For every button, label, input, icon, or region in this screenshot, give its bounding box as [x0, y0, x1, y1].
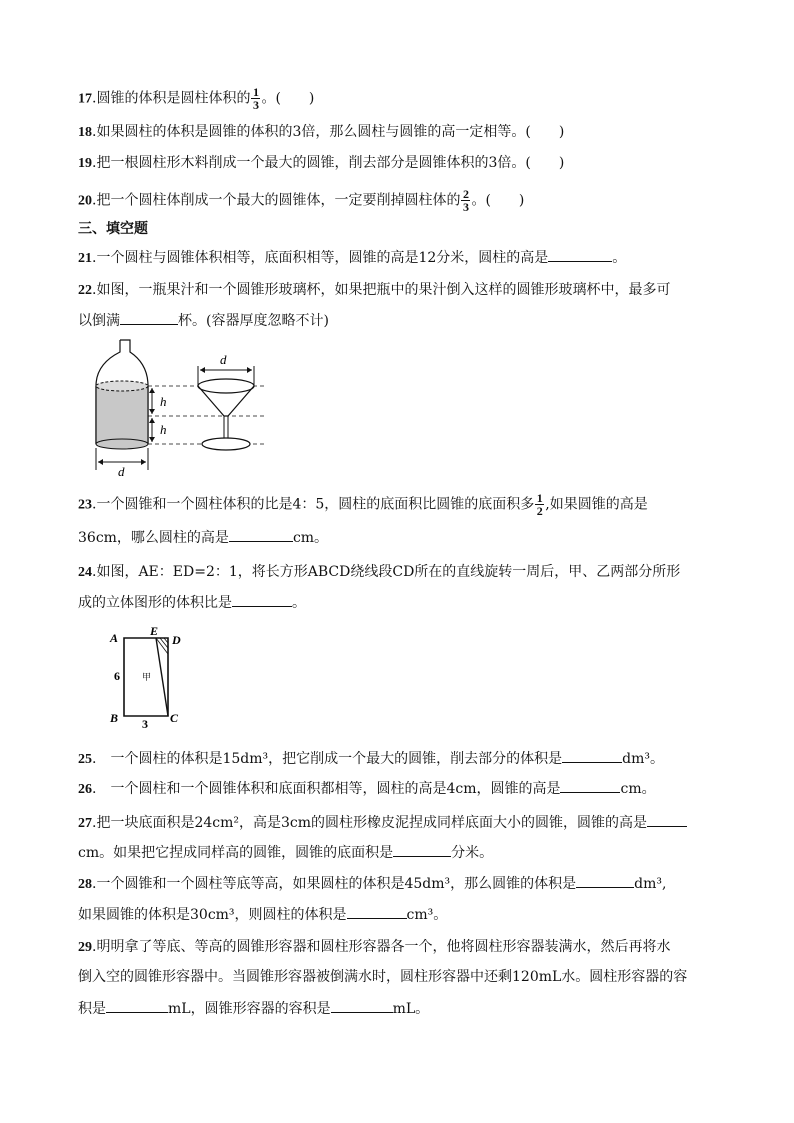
question-text: .圆锥的体积是圆柱体积的 [92, 90, 251, 107]
cone-base [202, 438, 250, 450]
answer-blank[interactable] [229, 527, 293, 542]
bottom-length: 3 [142, 717, 148, 730]
section-heading: 三、填空题 [78, 221, 148, 237]
label-h-bottom: h [160, 422, 167, 437]
cone-rim [198, 379, 254, 393]
question-number: 20 [78, 193, 92, 209]
question-23-line2: 36cm，哪么圆柱的高是 cm。 [78, 527, 328, 548]
answer-blank[interactable] [560, 778, 620, 793]
question-text: .把一根圆柱形木料削成一个最大的圆锥，削去部分是圆锥体积的3倍。( ) [92, 155, 565, 171]
region-jia: 甲 [142, 673, 152, 683]
answer-blank[interactable] [347, 904, 407, 919]
answer-blank[interactable] [548, 247, 612, 262]
question-29-line3: 积是 mL，圆锥形容器的容积是 mL。 [78, 998, 429, 1019]
label-d-top: d [220, 352, 227, 367]
question-19 [78, 153, 564, 174]
bottle-base [96, 439, 148, 449]
answer-blank[interactable] [393, 842, 451, 857]
question-21: 21.一个圆柱与圆锥体积相等，底面积相等，圆锥的高是12分米，圆柱的高是 。 [78, 247, 626, 269]
vertex-a: A [110, 631, 119, 645]
question-number: 17 [78, 91, 92, 107]
question-22: 22.如图，一瓶果汁和一个圆锥形玻璃杯，如果把瓶中的果汁倒入这样的圆锥形玻璃杯中，最多可 [78, 282, 671, 298]
question-26: 26. 一个圆柱和一个圆锥体积和底面积都相等，圆柱的高是4cm，圆锥的高是 cm。 [78, 778, 656, 800]
vertex-d: D [172, 633, 181, 647]
answer-blank[interactable] [562, 748, 622, 763]
bottle-cone-figure [86, 336, 286, 478]
question-number: 24 [78, 565, 92, 580]
question-number: 19 [78, 156, 92, 171]
answer-blank[interactable] [576, 873, 634, 888]
question-22-line2: 以倒满 杯。(容器厚度忽略不计) [78, 310, 329, 331]
question-20: 20.把一个圆柱体削成一个最大的圆锥体，一定要削掉圆柱体的 $\frac{2}{3}$ 。( ) [78, 187, 525, 214]
question-number: 18 [78, 125, 92, 140]
vertex-c: C [170, 711, 179, 725]
question-29: 29.明明拿了等底、等高的圆锥形容器和圆柱形容器各一个，他将圆柱形容器装满水，然后再将水 [78, 939, 671, 955]
side-length: 6 [114, 669, 120, 683]
question-number: 21 [78, 251, 92, 266]
question-24: 24.如图，AE：ED=2：1，将长方形ABCD绕线段CD所在的直线旋转一周后，甲、乙两部分所形 [78, 564, 681, 580]
question-27-line2: cm。如果把它捏成同样高的圆锥，圆锥的底面积是 分米。 [78, 842, 493, 863]
fraction: $\frac{1}{3}$ [252, 85, 259, 112]
question-number: 28 [78, 877, 92, 892]
juice-top [96, 381, 148, 391]
segment-ec [156, 638, 168, 716]
question-number: 25 [78, 752, 92, 767]
question-23: 23.一个圆锥和一个圆柱体积的比是4：5，圆柱的底面积比圆锥的底面积多 $\frac{1}{2}$ ,如果圆锥的高是 [78, 491, 648, 518]
vertex-b: B [110, 711, 119, 725]
question-25: 25. 一个圆柱的体积是15dm³，把它削成一个最大的圆锥，削去部分的体积是 dm³。 [78, 748, 664, 770]
label-d-bottom: d [118, 464, 125, 478]
fraction: $\frac{2}{3}$ [462, 187, 469, 214]
question-27: 27.把一块底面积是24cm²，高是3cm的圆柱形橡皮泥捏成同样底面大小的圆锥，圆锥的高是 [78, 812, 687, 834]
question-text: .把一个圆柱体削成一个最大的圆锥体，一定要削掉圆柱体的 [92, 192, 461, 209]
answer-blank[interactable] [647, 812, 687, 827]
question-18 [78, 122, 564, 143]
vertex-e: E [150, 624, 159, 638]
answer-blank[interactable] [106, 998, 168, 1013]
answer-blank[interactable] [232, 592, 292, 607]
rectangle-figure [106, 624, 192, 730]
question-number: 22 [78, 283, 92, 298]
question-text: .如果圆柱的体积是圆锥的体积的3倍，那么圆柱与圆锥的高一定相等。( ) [92, 124, 565, 140]
question-number: 27 [78, 816, 92, 831]
answer-blank[interactable] [120, 310, 178, 325]
label-h-top: h [160, 394, 167, 409]
question-24-line2: 成的立体图形的体积比是 。 [78, 592, 306, 613]
question-29-line2: 倒入空的圆锥形容器中。当圆锥形容器被倒满水时，圆柱形容器中还剩120mL水。圆柱形容器的容 [78, 969, 688, 985]
question-number: 23 [78, 497, 92, 513]
juice-fill [96, 386, 148, 444]
question-28: 28.一个圆锥和一个圆柱等底等高，如果圆柱的体积是45dm³，那么圆锥的体积是 dm³, [78, 873, 666, 895]
question-number: 26 [78, 782, 92, 797]
answer-blank[interactable] [331, 998, 393, 1013]
question-28-line2: 如果圆锥的体积是30cm³，则圆柱的体积是 cm³。 [78, 904, 447, 925]
fraction: $\frac{1}{2}$ [536, 491, 543, 518]
question-17: 17.圆锥的体积是圆柱体积的 $\frac{1}{3}$ 。( ) [78, 85, 315, 112]
question-number: 29 [78, 940, 92, 955]
